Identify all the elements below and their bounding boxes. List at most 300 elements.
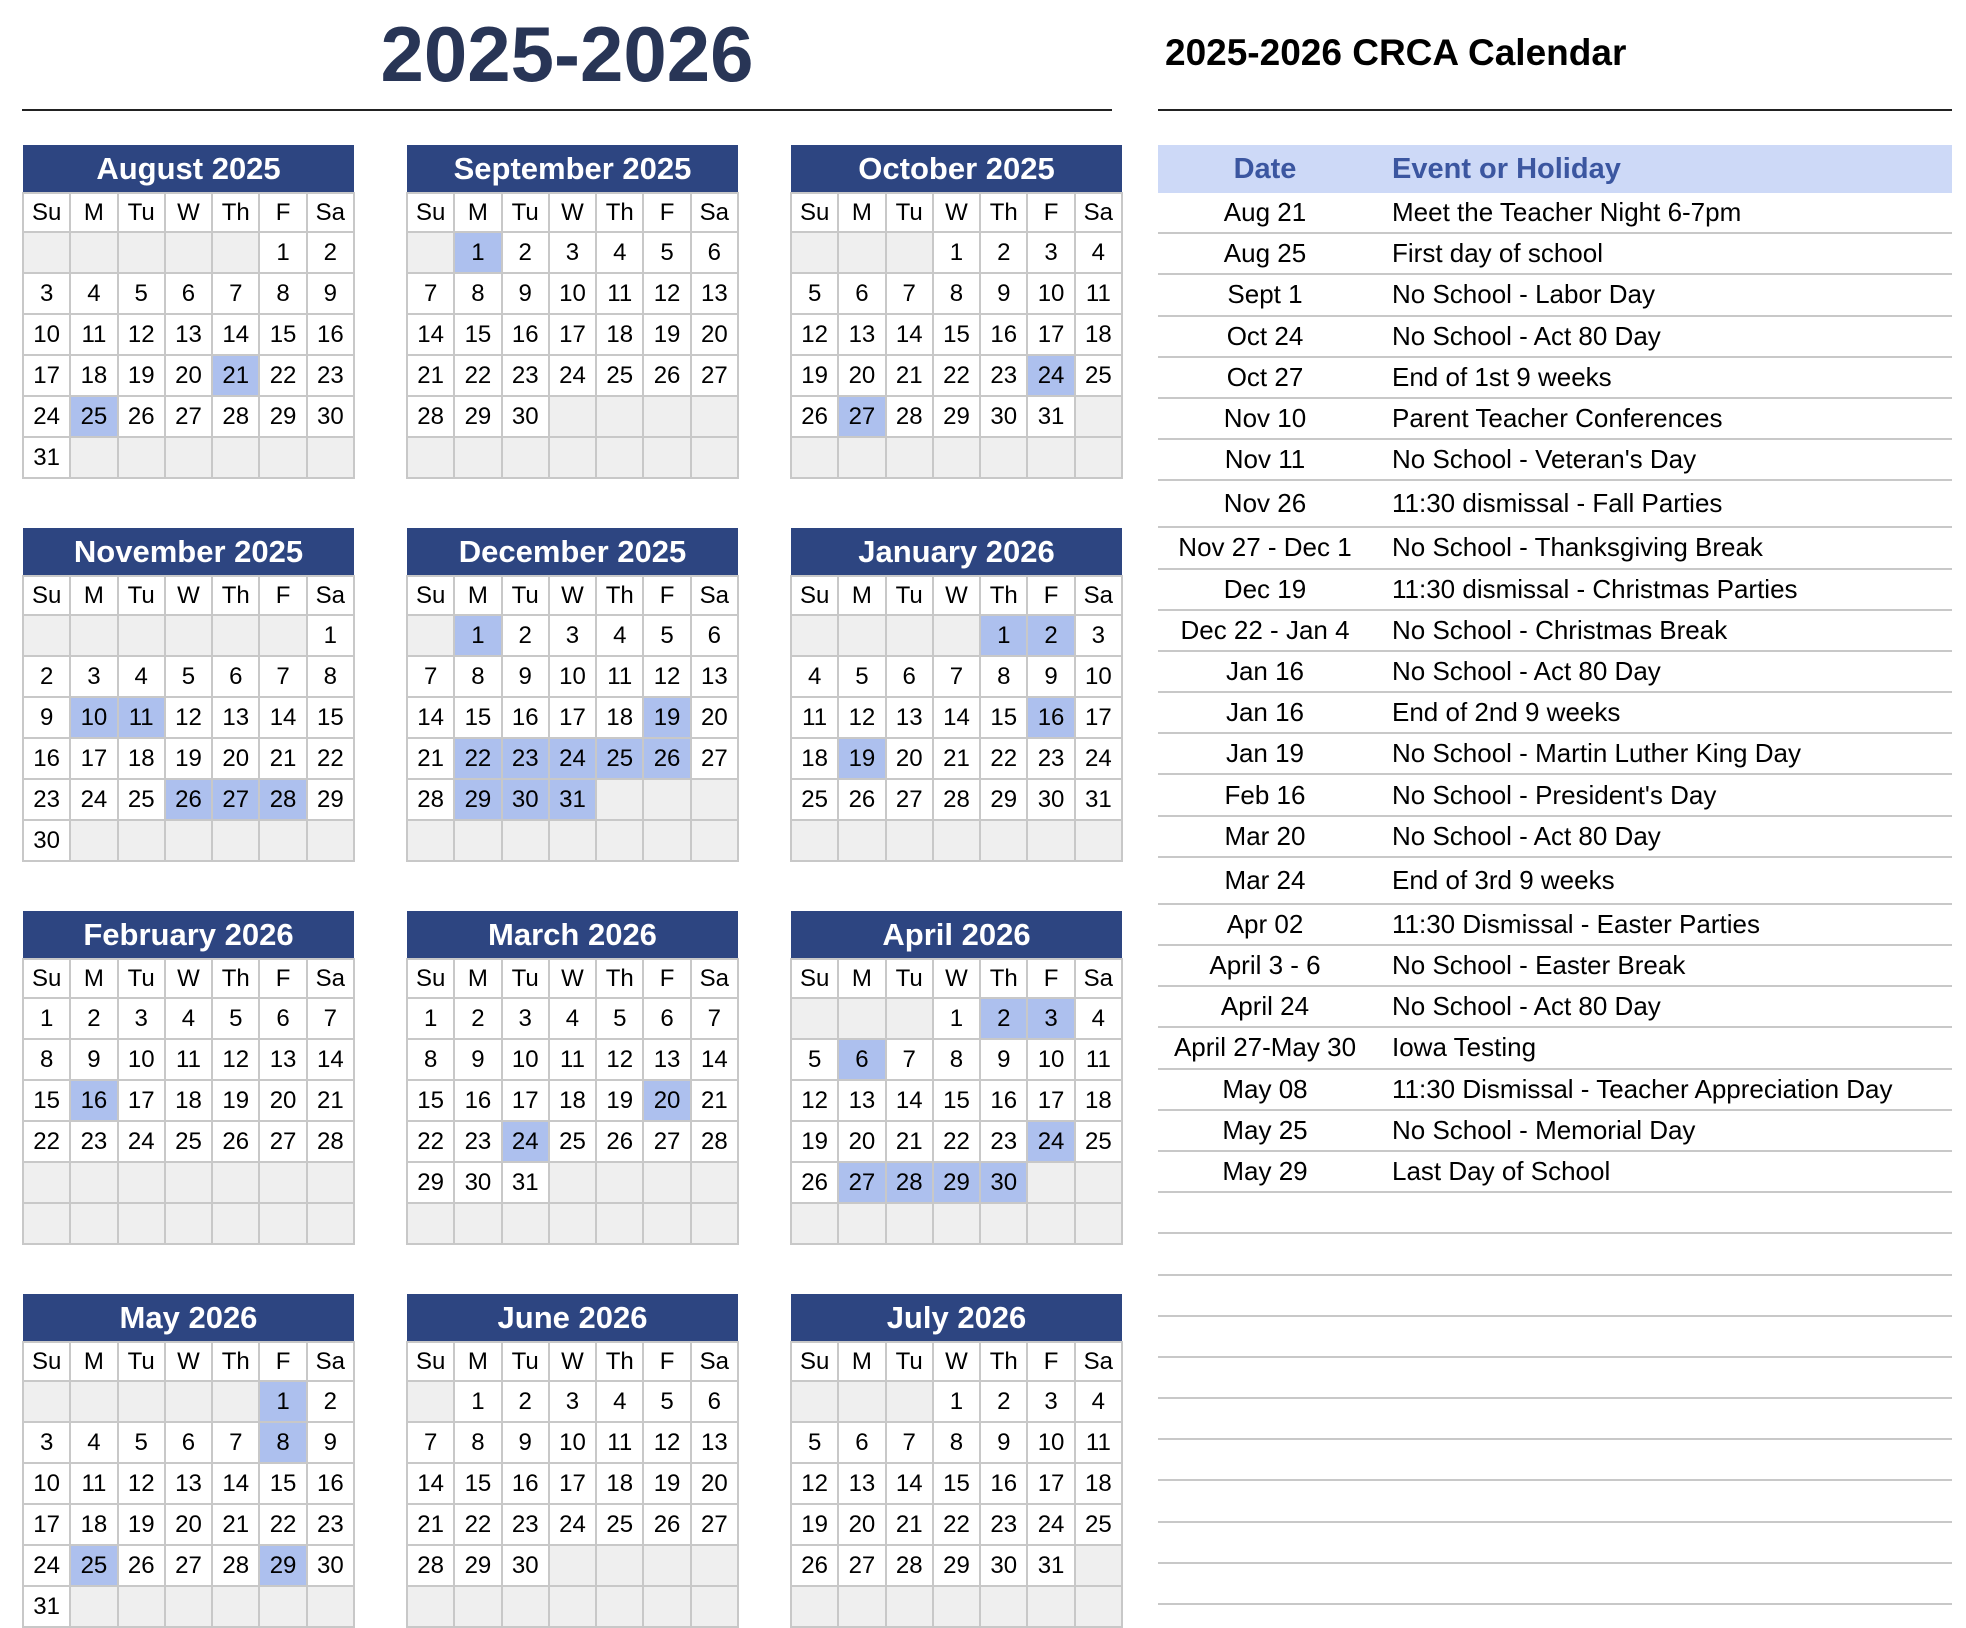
event-name: No School - Act 80 Day [1392, 655, 1661, 686]
day-cell: 7 [212, 1422, 259, 1463]
day-cell: 28 [886, 1545, 933, 1586]
week-row [791, 820, 1122, 861]
event-name: 11:30 dismissal - Fall Parties [1392, 488, 1723, 519]
day-cell: 8 [454, 656, 501, 697]
highlighted-day-cell: 19 [643, 697, 690, 738]
empty-day-cell [933, 1203, 980, 1244]
highlighted-day-cell: 27 [838, 1162, 885, 1203]
weekday-row [791, 1342, 1122, 1381]
empty-day-cell [118, 437, 165, 478]
week-row [791, 1381, 1122, 1422]
event-date: Sept 1 [1227, 279, 1303, 310]
empty-day-cell [791, 1381, 838, 1422]
week-row [23, 1162, 354, 1203]
day-cell: 14 [259, 697, 306, 738]
day-cell: 13 [259, 1039, 306, 1080]
event-date: Nov 11 [1224, 444, 1306, 475]
day-cell: 25 [165, 1121, 212, 1162]
empty-day-cell [165, 232, 212, 273]
day-cell: 4 [791, 656, 838, 697]
weekday-label: Su [407, 959, 454, 998]
event-row [1158, 693, 1952, 734]
month-calendar [22, 911, 355, 1245]
day-cell: 23 [23, 779, 70, 820]
highlighted-day-cell: 27 [838, 396, 885, 437]
day-cell: 9 [502, 1422, 549, 1463]
week-row [23, 1545, 354, 1586]
day-cell: 14 [933, 697, 980, 738]
event-date: Aug 25 [1223, 238, 1307, 269]
weekday-label: Sa [1075, 193, 1122, 232]
day-cell: 20 [886, 738, 933, 779]
empty-day-cell [407, 1381, 454, 1422]
empty-day-cell [549, 820, 596, 861]
month-title: December 2025 [407, 528, 738, 576]
day-cell: 28 [407, 779, 454, 820]
day-cell: 11 [1075, 1422, 1122, 1463]
day-cell: 30 [23, 820, 70, 861]
day-cell: 17 [502, 1080, 549, 1121]
day-cell: 23 [502, 1504, 549, 1545]
empty-day-cell [23, 1203, 70, 1244]
day-cell: 5 [643, 1381, 690, 1422]
day-cell: 17 [1027, 314, 1074, 355]
empty-day-cell [838, 998, 885, 1039]
weekday-row [791, 193, 1122, 232]
highlighted-day-cell: 29 [454, 779, 501, 820]
month-title: June 2026 [407, 1294, 738, 1342]
day-cell: 9 [980, 1422, 1027, 1463]
empty-day-cell [259, 1203, 306, 1244]
day-cell: 27 [165, 1545, 212, 1586]
weekday-label: Tu [118, 193, 165, 232]
event-row [1158, 399, 1952, 440]
empty-day-cell [1075, 1586, 1122, 1627]
day-cell: 30 [454, 1162, 501, 1203]
week-row [23, 1039, 354, 1080]
day-cell: 3 [1027, 232, 1074, 273]
weekday-label: W [549, 576, 596, 615]
day-cell: 4 [596, 615, 643, 656]
highlighted-day-cell: 29 [933, 1162, 980, 1203]
day-cell: 20 [165, 355, 212, 396]
highlighted-day-cell: 27 [212, 779, 259, 820]
empty-day-cell [886, 437, 933, 478]
empty-day-cell [407, 437, 454, 478]
day-cell: 16 [502, 1463, 549, 1504]
empty-event-row [1158, 1234, 1952, 1275]
empty-day-cell [502, 1586, 549, 1627]
empty-day-cell [407, 820, 454, 861]
month-calendar [22, 1294, 355, 1628]
highlighted-day-cell: 24 [1027, 355, 1074, 396]
week-row [407, 1121, 738, 1162]
month-calendar [406, 1294, 739, 1628]
week-row [23, 998, 354, 1039]
event-row [1158, 817, 1952, 858]
empty-day-cell [549, 437, 596, 478]
empty-day-cell [165, 437, 212, 478]
week-row [407, 1545, 738, 1586]
empty-day-cell [307, 820, 354, 861]
day-cell: 11 [791, 697, 838, 738]
day-cell: 27 [886, 779, 933, 820]
week-row [23, 314, 354, 355]
highlighted-day-cell: 23 [502, 738, 549, 779]
weekday-label: Su [791, 959, 838, 998]
day-cell: 18 [791, 738, 838, 779]
day-cell: 3 [70, 656, 117, 697]
day-cell: 5 [791, 1039, 838, 1080]
day-cell: 20 [838, 1504, 885, 1545]
day-cell: 7 [886, 1039, 933, 1080]
month-title: October 2025 [791, 145, 1122, 193]
weekday-label: Th [596, 576, 643, 615]
empty-day-cell [165, 1162, 212, 1203]
week-row [791, 1422, 1122, 1463]
weekday-label: F [1027, 959, 1074, 998]
empty-day-cell [1075, 437, 1122, 478]
highlighted-day-cell: 2 [1027, 615, 1074, 656]
empty-day-cell [691, 1203, 738, 1244]
day-cell: 8 [259, 273, 306, 314]
day-cell: 13 [838, 314, 885, 355]
week-row [23, 273, 354, 314]
day-cell: 15 [454, 1463, 501, 1504]
day-cell: 19 [791, 355, 838, 396]
day-cell: 1 [259, 232, 306, 273]
day-cell: 14 [691, 1039, 738, 1080]
week-row [407, 1039, 738, 1080]
day-cell: 24 [23, 1545, 70, 1586]
weekday-label: Th [980, 576, 1027, 615]
day-cell: 31 [1027, 396, 1074, 437]
day-cell: 19 [118, 355, 165, 396]
day-cell: 13 [643, 1039, 690, 1080]
day-cell: 1 [933, 1381, 980, 1422]
day-cell: 14 [212, 314, 259, 355]
day-cell: 22 [307, 738, 354, 779]
week-row [791, 656, 1122, 697]
day-cell: 21 [259, 738, 306, 779]
weekday-row [407, 1342, 738, 1381]
month-calendar [406, 911, 739, 1245]
event-date: April 3 - 6 [1209, 950, 1321, 981]
weekday-label: Th [980, 959, 1027, 998]
highlighted-day-cell: 21 [212, 355, 259, 396]
week-row [407, 1586, 738, 1627]
highlighted-day-cell: 31 [549, 779, 596, 820]
week-row [23, 1422, 354, 1463]
event-row [1158, 734, 1952, 775]
day-cell: 17 [549, 697, 596, 738]
day-cell: 5 [212, 998, 259, 1039]
week-row [791, 355, 1122, 396]
event-date: Feb 16 [1224, 779, 1306, 810]
week-row [791, 1203, 1122, 1244]
empty-day-cell [118, 1162, 165, 1203]
event-name: Parent Teacher Conferences [1392, 403, 1723, 434]
empty-day-cell [791, 232, 838, 273]
weekday-label: W [933, 576, 980, 615]
empty-event-row [1158, 1564, 1952, 1605]
week-row [791, 232, 1122, 273]
empty-day-cell [212, 1203, 259, 1244]
date-column-header: Date [1233, 152, 1297, 185]
day-cell: 14 [407, 314, 454, 355]
day-cell: 6 [212, 656, 259, 697]
day-cell: 3 [1027, 1381, 1074, 1422]
day-cell: 24 [70, 779, 117, 820]
week-row [23, 232, 354, 273]
day-cell: 27 [259, 1121, 306, 1162]
empty-day-cell [454, 820, 501, 861]
highlighted-day-cell: 24 [549, 738, 596, 779]
empty-day-cell [933, 820, 980, 861]
event-date: Mar 20 [1224, 820, 1306, 851]
month-title: August 2025 [23, 145, 354, 193]
empty-day-cell [596, 820, 643, 861]
week-row [407, 820, 738, 861]
empty-day-cell [307, 1586, 354, 1627]
empty-day-cell [407, 232, 454, 273]
day-cell: 11 [70, 314, 117, 355]
highlighted-day-cell: 29 [259, 1545, 306, 1586]
week-row [23, 437, 354, 478]
weekday-label: M [454, 576, 501, 615]
day-cell: 26 [596, 1121, 643, 1162]
event-date: Dec 22 - Jan 4 [1180, 614, 1350, 645]
day-cell: 29 [933, 1545, 980, 1586]
weekday-label: M [70, 1342, 117, 1381]
weekday-label: W [165, 576, 212, 615]
event-name: End of 2nd 9 weeks [1392, 697, 1621, 728]
highlighted-day-cell: 22 [454, 738, 501, 779]
day-cell: 31 [1075, 779, 1122, 820]
week-row [407, 697, 738, 738]
day-cell: 9 [502, 656, 549, 697]
week-row [23, 1463, 354, 1504]
day-cell: 9 [23, 697, 70, 738]
weekday-label: Sa [691, 193, 738, 232]
day-cell: 22 [23, 1121, 70, 1162]
empty-event-row [1158, 1193, 1952, 1234]
day-cell: 18 [549, 1080, 596, 1121]
day-cell: 30 [980, 1545, 1027, 1586]
month-title: May 2026 [23, 1294, 354, 1342]
day-cell: 2 [502, 615, 549, 656]
day-cell: 1 [933, 998, 980, 1039]
empty-day-cell [118, 232, 165, 273]
day-cell: 15 [407, 1080, 454, 1121]
day-cell: 12 [838, 697, 885, 738]
day-cell: 4 [596, 1381, 643, 1422]
day-cell: 10 [23, 314, 70, 355]
day-cell: 16 [23, 738, 70, 779]
weekday-label: F [1027, 193, 1074, 232]
day-cell: 5 [791, 1422, 838, 1463]
day-cell: 6 [259, 998, 306, 1039]
day-cell: 23 [980, 1121, 1027, 1162]
empty-day-cell [838, 1203, 885, 1244]
weekday-label: Th [596, 1342, 643, 1381]
day-cell: 1 [454, 1381, 501, 1422]
day-cell: 25 [1075, 1504, 1122, 1545]
day-cell: 7 [407, 1422, 454, 1463]
empty-day-cell [643, 396, 690, 437]
day-cell: 21 [886, 355, 933, 396]
weekday-row [23, 1342, 354, 1381]
weekday-label: Sa [307, 1342, 354, 1381]
day-cell: 12 [212, 1039, 259, 1080]
day-cell: 10 [1075, 656, 1122, 697]
day-cell: 25 [1075, 355, 1122, 396]
day-cell: 7 [407, 656, 454, 697]
week-row [407, 1381, 738, 1422]
weekday-label: M [70, 193, 117, 232]
day-cell: 19 [643, 314, 690, 355]
day-cell: 11 [596, 273, 643, 314]
week-row [791, 1463, 1122, 1504]
day-cell: 7 [886, 273, 933, 314]
empty-day-cell [307, 437, 354, 478]
week-row [791, 396, 1122, 437]
day-cell: 31 [1027, 1545, 1074, 1586]
day-cell: 18 [118, 738, 165, 779]
day-cell: 6 [886, 656, 933, 697]
day-cell: 5 [118, 1422, 165, 1463]
weekday-label: Tu [118, 1342, 165, 1381]
highlighted-day-cell: 20 [643, 1080, 690, 1121]
day-cell: 16 [502, 314, 549, 355]
week-row [791, 1039, 1122, 1080]
empty-day-cell [407, 615, 454, 656]
event-name: Iowa Testing [1392, 1032, 1537, 1063]
empty-day-cell [1027, 1203, 1074, 1244]
day-cell: 10 [549, 656, 596, 697]
empty-day-cell [1075, 820, 1122, 861]
empty-day-cell [1075, 1162, 1122, 1203]
empty-day-cell [1027, 1162, 1074, 1203]
week-row [791, 1080, 1122, 1121]
weekday-label: Su [791, 576, 838, 615]
empty-event-row [1158, 1523, 1952, 1564]
empty-day-cell [118, 1381, 165, 1422]
week-row [407, 273, 738, 314]
weekday-label: Su [23, 959, 70, 998]
weekday-label: Sa [307, 193, 354, 232]
empty-day-cell [691, 1545, 738, 1586]
day-cell: 6 [165, 273, 212, 314]
weekday-label: Su [23, 1342, 70, 1381]
empty-day-cell [596, 1203, 643, 1244]
day-cell: 10 [23, 1463, 70, 1504]
week-row [791, 1504, 1122, 1545]
empty-day-cell [212, 232, 259, 273]
day-cell: 15 [980, 697, 1027, 738]
day-cell: 15 [454, 697, 501, 738]
day-cell: 10 [502, 1039, 549, 1080]
week-row [407, 1504, 738, 1545]
weekday-label: Tu [502, 959, 549, 998]
empty-day-cell [70, 1381, 117, 1422]
day-cell: 20 [838, 1121, 885, 1162]
day-cell: 14 [212, 1463, 259, 1504]
event-row [1158, 317, 1952, 358]
weekday-label: Tu [502, 1342, 549, 1381]
day-cell: 15 [23, 1080, 70, 1121]
event-name: No School - Thanksgiving Break [1392, 532, 1763, 563]
event-row [1158, 858, 1952, 905]
weekday-label: F [643, 959, 690, 998]
day-cell: 2 [454, 998, 501, 1039]
highlighted-day-cell: 30 [980, 1162, 1027, 1203]
day-cell: 3 [118, 998, 165, 1039]
empty-day-cell [118, 615, 165, 656]
day-cell: 10 [1027, 1039, 1074, 1080]
day-cell: 18 [596, 314, 643, 355]
week-row [407, 779, 738, 820]
weekday-row [23, 959, 354, 998]
event-name: No School - Memorial Day [1392, 1114, 1696, 1145]
day-cell: 20 [691, 1463, 738, 1504]
highlighted-day-cell: 26 [165, 779, 212, 820]
weekday-label: W [549, 1342, 596, 1381]
highlighted-day-cell: 1 [454, 615, 501, 656]
event-date: Nov 26 [1223, 488, 1307, 519]
day-cell: 5 [791, 273, 838, 314]
day-cell: 5 [596, 998, 643, 1039]
week-row [23, 1504, 354, 1545]
day-cell: 8 [454, 1422, 501, 1463]
event-name: No School - Martin Luther King Day [1392, 738, 1801, 769]
empty-day-cell [259, 1586, 306, 1627]
day-cell: 8 [23, 1039, 70, 1080]
empty-day-cell [70, 1586, 117, 1627]
event-name: No School - Act 80 Day [1392, 820, 1661, 851]
week-row [23, 1080, 354, 1121]
month-calendar [406, 528, 739, 862]
day-cell: 20 [212, 738, 259, 779]
day-cell: 21 [307, 1080, 354, 1121]
empty-day-cell [165, 615, 212, 656]
weekday-label: Su [407, 1342, 454, 1381]
day-cell: 4 [1075, 1381, 1122, 1422]
day-cell: 3 [502, 998, 549, 1039]
day-cell: 12 [643, 273, 690, 314]
weekday-row [407, 959, 738, 998]
highlighted-day-cell: 10 [70, 697, 117, 738]
day-cell: 23 [454, 1121, 501, 1162]
weekday-label: M [838, 1342, 885, 1381]
week-row [23, 1381, 354, 1422]
day-cell: 17 [1075, 697, 1122, 738]
day-cell: 6 [691, 1381, 738, 1422]
day-cell: 11 [596, 1422, 643, 1463]
day-cell: 29 [454, 1545, 501, 1586]
day-cell: 26 [838, 779, 885, 820]
day-cell: 5 [165, 656, 212, 697]
empty-day-cell [691, 1586, 738, 1627]
empty-day-cell [212, 1586, 259, 1627]
empty-day-cell [165, 1381, 212, 1422]
empty-day-cell [212, 820, 259, 861]
day-cell: 28 [933, 779, 980, 820]
highlighted-day-cell: 25 [70, 1545, 117, 1586]
week-row [407, 1422, 738, 1463]
day-cell: 9 [502, 273, 549, 314]
empty-day-cell [886, 232, 933, 273]
